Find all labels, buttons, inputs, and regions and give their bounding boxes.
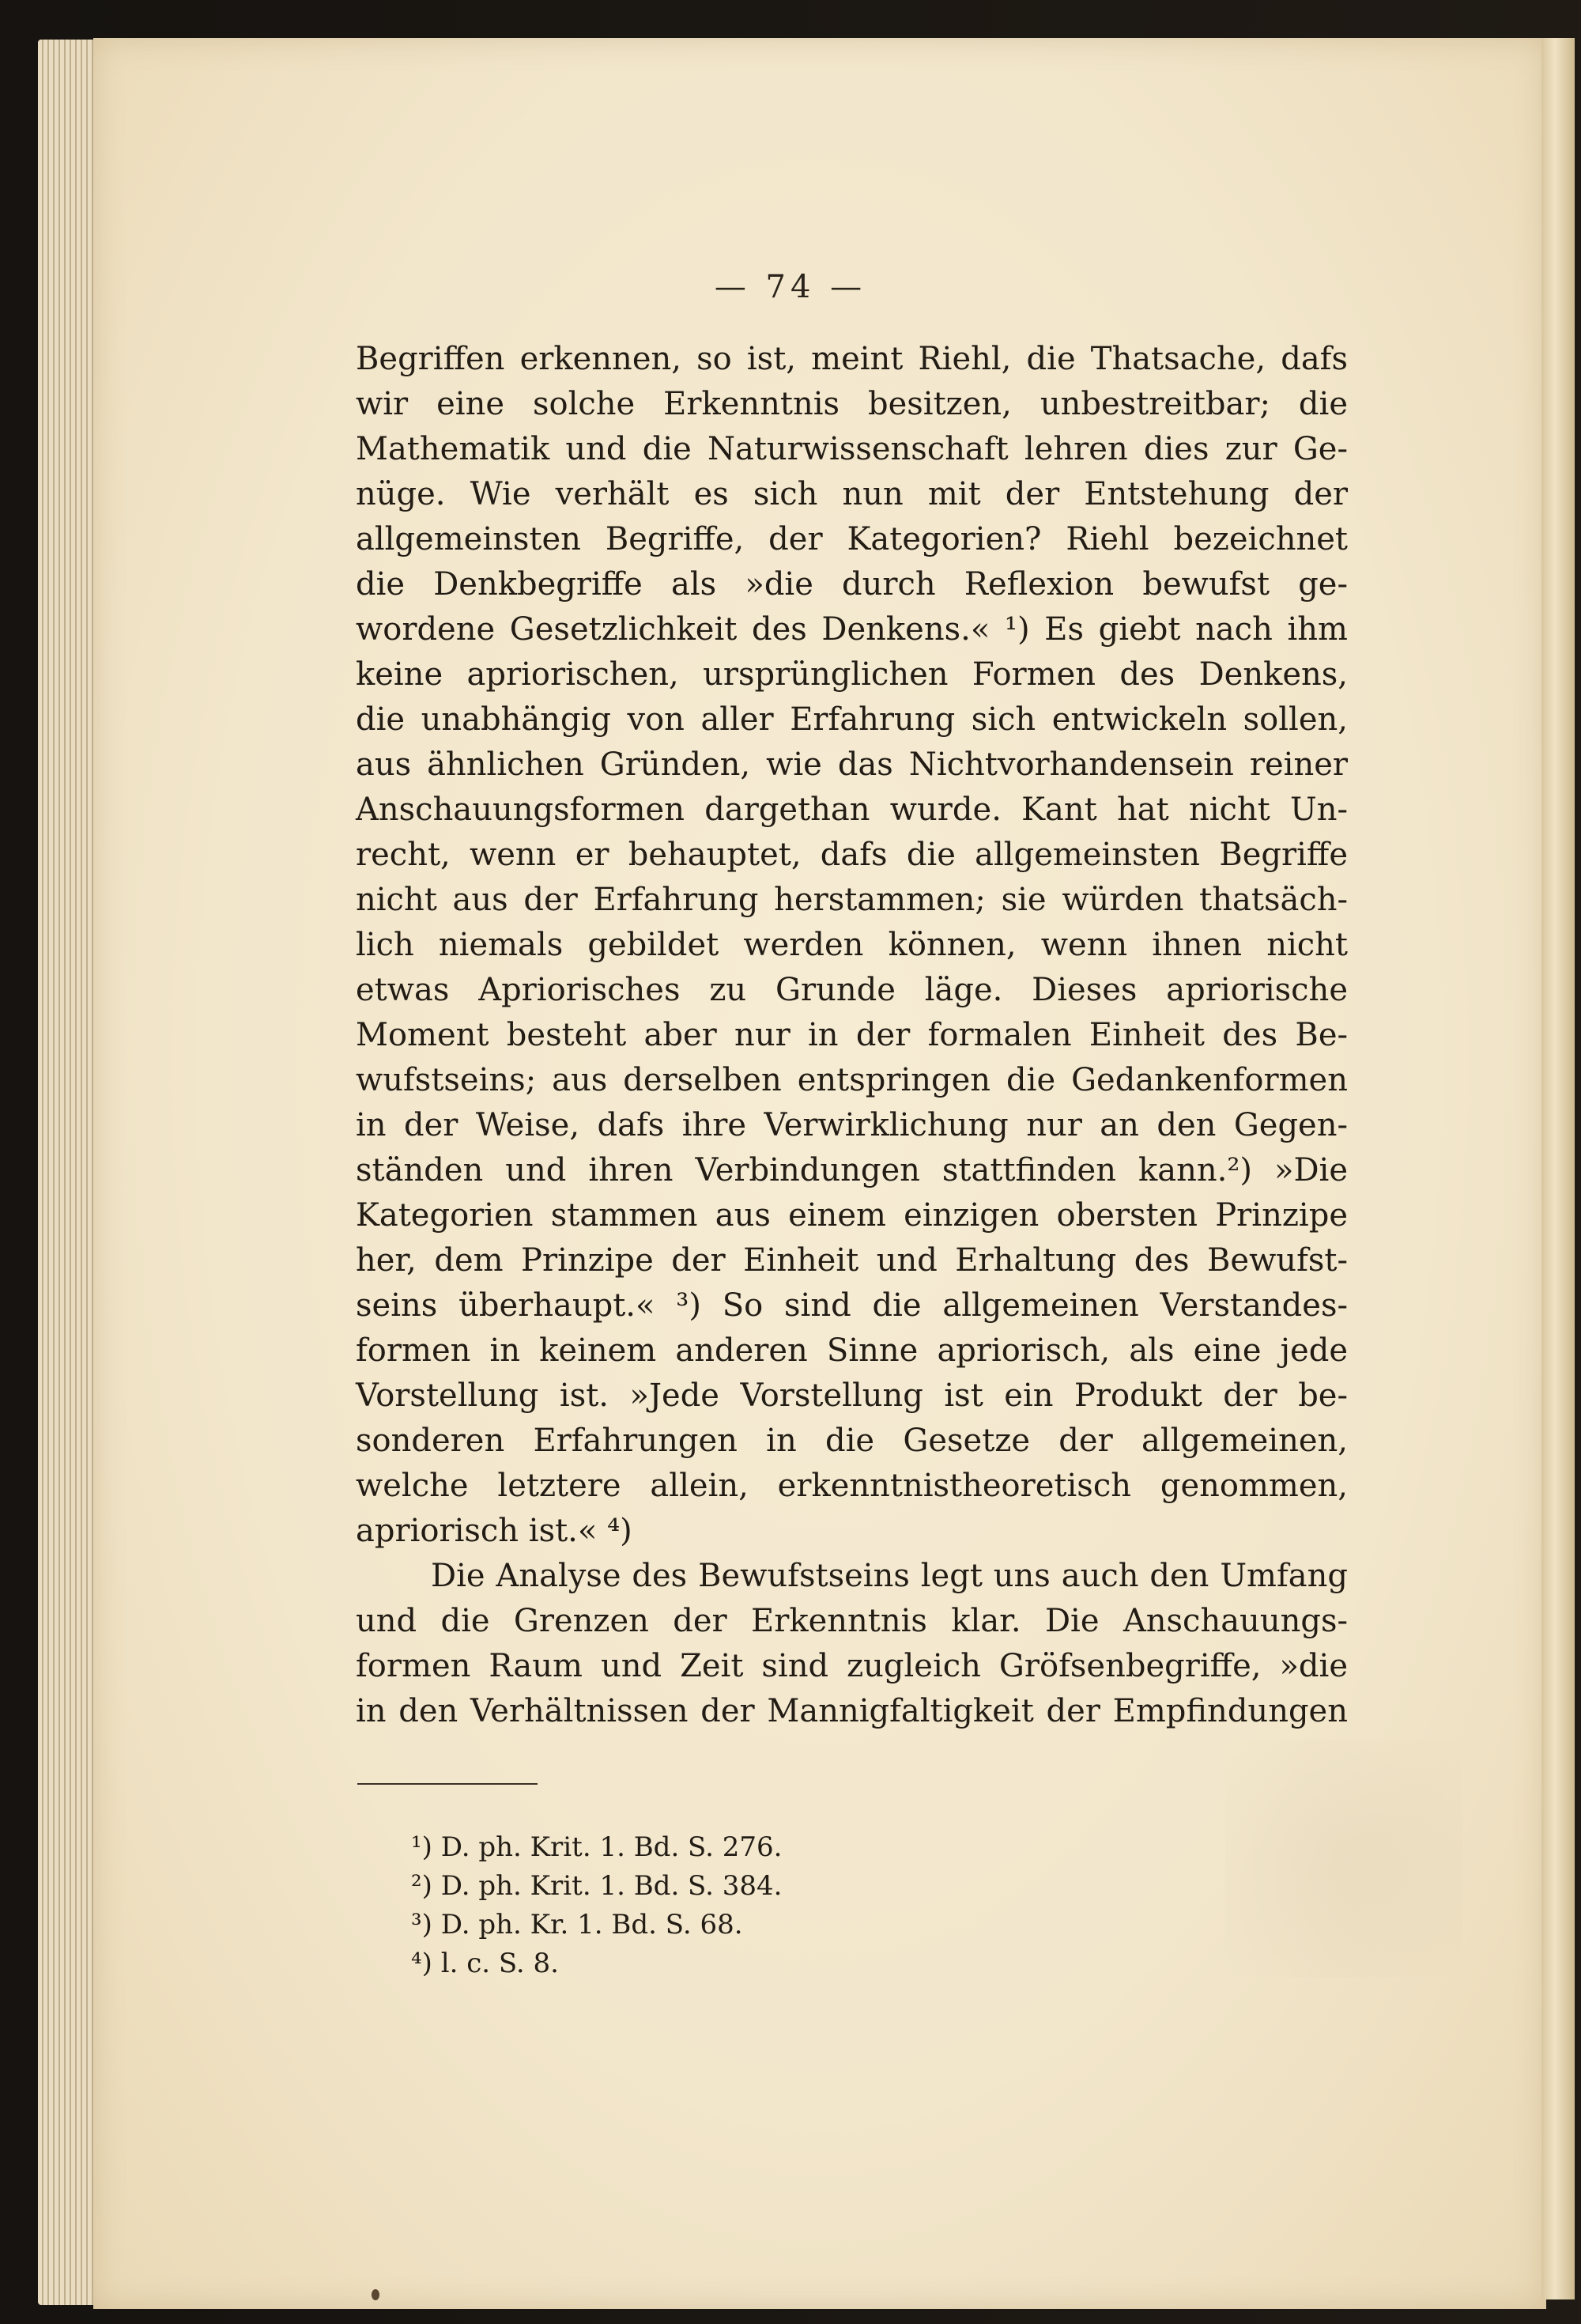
paper-speck [372,2289,379,2300]
text-line: die Denkbegriffe als »die durch Reflexion bewufst ge- [356,566,1348,603]
text-line: sonderen Erfahrungen in die Gesetze der allgemeinen, [356,1423,1348,1459]
footnote-separator [357,1783,538,1785]
text-line: Mathematik und die Naturwissenschaft lehren dies zur Ge- [356,431,1348,467]
text-line: formen in keinem anderen Sinne apriorisch, als eine jede [356,1332,1348,1369]
text-line: ständen und ihren Verbindungen stattfinden kann.²) »Die [356,1152,1348,1188]
text-line: allgemeinsten Begriffe, der Kategorien? Riehl bezeichnet [356,521,1348,557]
text-line: welche letztere allein, erkenntnistheoretisch genommen, [356,1468,1348,1504]
footnote-3: ³) D. ph. Kr. 1. Bd. S. 68. [411,1909,743,1940]
text-line: formen Raum und Zeit sind zugleich Gröfsenbegriffe, »die [356,1648,1348,1684]
text-line: recht, wenn er behauptet, dafs die allgemeinsten Begriffe [356,837,1348,873]
text-line: wordene Gesetzlichkeit des Denkens.« ¹) Es giebt nach ihm [356,611,1348,648]
text-line: her, dem Prinzipe der Einheit und Erhaltung des Bewufst- [356,1242,1348,1279]
text-line: in der Weise, dafs ihre Verwirklichung nur an den Gegen- [356,1107,1348,1143]
footnotes [411,1828,782,1983]
text-line: etwas Apriorisches zu Grunde läge. Dieses apriorische [356,972,1348,1008]
text-line: Begriffen erkennen, so ist, meint Riehl, die Thatsache, dafs [356,341,1348,377]
text-line: in den Verhältnissen der Mannigfaltigkeit der Empfindungen [356,1693,1348,1729]
text-line: keine apriorischen, ursprünglichen Formen des Denkens, [356,656,1348,693]
right-page-edge [1541,38,1575,2299]
text-line: Anschauungsformen dargethan wurde. Kant hat nicht Un- [356,792,1348,828]
text-line-paragraph-end: apriorisch ist.« ⁴) [356,1513,632,1549]
page-number: — 74 — [714,269,867,305]
text-line: Moment besteht aber nur in der formalen Einheit des Be- [356,1017,1348,1053]
text-line: die unabhängig von aller Erfahrung sich entwickeln sollen, [356,701,1348,738]
text-line: lich niemals gebildet werden können, wenn ihnen nicht [356,927,1348,963]
text-line: seins überhaupt.« ³) So sind die allgemeinen Verstandes- [356,1287,1348,1324]
text-line: nüge. Wie verhält es sich nun mit der Entstehung der [356,476,1348,512]
text-line: aus ähnlichen Gründen, wie das Nichtvorhandensein reiner [356,746,1348,783]
text-line-paragraph-start: Die Analyse des Bewufstseins legt uns auch den Umfang [431,1558,1348,1594]
show-through-stain [1225,1740,1462,1977]
text-line: wufstseins; aus derselben entspringen die Gedankenformen [356,1062,1348,1098]
text-line: wir eine solche Erkenntnis besitzen, unbestreitbar; die [356,386,1348,422]
page-edges [38,40,101,2305]
body-text [356,337,1348,1734]
text-line: Kategorien stammen aus einem einzigen obersten Prinzipe [356,1197,1348,1234]
footnote-1: ¹) D. ph. Krit. 1. Bd. S. 276. [411,1831,783,1863]
text-line: nicht aus der Erfahrung herstammen; sie würden thatsäch- [356,882,1348,918]
footnote-2: ²) D. ph. Krit. 1. Bd. S. 384. [411,1870,783,1902]
text-line: und die Grenzen der Erkenntnis klar. Die Anschauungs- [356,1603,1348,1639]
text-line: Vorstellung ist. »Jede Vorstellung ist ein Produkt der be- [356,1377,1348,1414]
footnote-4: ⁴) l. c. S. 8. [411,1948,559,1979]
